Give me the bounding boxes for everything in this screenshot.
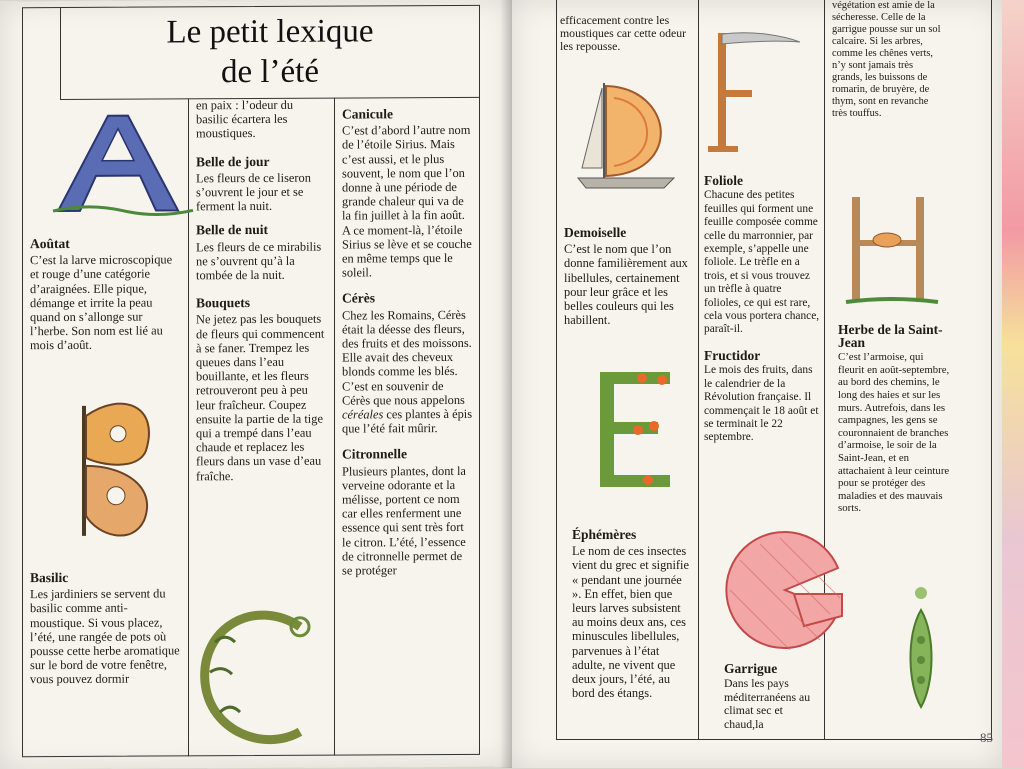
page-number: 85: [980, 730, 993, 745]
page-title: [60, 11, 480, 93]
entry-term: Fructidor: [704, 347, 761, 363]
entry-term: Garrigue: [724, 661, 778, 676]
right-column-1: [560, 14, 688, 53]
entry-definition: C’est l’armoise, qui fleurit en août-septembre, au bord des chemins, le long des haies et sur les murs. Autrefois, dans les campagnes, les gens se couronnaient de branches d’armoise, le soir de la Saint-Jean, et en attachaient à leur ceinture pour se protéger des maladies et des mauvais sorts.: [838, 351, 950, 515]
entry-definition: Chez les Romains, Cérès était la déesse des fleurs, des fruits et des moissons. Elle avait des cheveux blonds comme les blés. C’est en souvenir de Cérès que nous appelons céréales ces plantes à épis que l’été fait mûrir.: [342, 307, 473, 436]
entry-term: Bouquets: [196, 295, 251, 311]
entry-definition: C’est d’abord l’autre nom de l’étoile Sirius. Mais c’est aussi, et le plus souvent, le nom que l’on donne à une période de grande chaleur qui va de la fin juillet à la fin août. A ce moment-là, l’étoile Sirius se lève et se couche en même temps que le soleil.: [342, 123, 472, 280]
right-page: [512, 0, 1002, 768]
right-column-2: [704, 168, 820, 445]
left-column-2: [196, 98, 328, 484]
entry-term: Herbe de la Saint-Jean: [838, 322, 943, 350]
letter-h-plant-illustration: [842, 192, 942, 307]
letter-b-butterfly-illustration: [62, 395, 162, 546]
entry-term: Belle de jour: [196, 153, 270, 169]
entry-definition: Plusieurs plantes, dont la verveine odorante et la mélisse, portent ce nom car elles renferment une essence qui sent très fort le citron. L’été, l’essence de citronnelle permet de se protéger: [342, 463, 466, 578]
entry-term: Basilic: [30, 569, 69, 586]
entry-term: Demoiselle: [564, 225, 627, 240]
left-column-3: [342, 101, 474, 578]
entry-term: Éphémères: [572, 527, 637, 542]
entry-definition: Les fleurs de ce liseron s’ouvrent le jour et se ferment la nuit.: [196, 170, 311, 214]
letter-e-plant-illustration: [582, 362, 682, 492]
entry-definition: Ne jetez pas les bouquets de fleurs qui commencent à se faner. Trempez les queues dans l’eau bouillante, et les fleurs retrouveront peu à peu leur fraîcheur. Coupez ensuite la partie de la tige qui a trempé dans l’eau chaude et replacez les fleurs dans un vase d’eau fraîche.: [196, 312, 325, 483]
entry-term: Aoûtat: [30, 235, 70, 252]
entry-definition: Dans les pays méditerranéens au climat sec et chaud,la: [724, 676, 811, 731]
entry-definition: Chacune des petites feuilles qui forment une feuille composée comme celle du marronnier, par exemple, s’appelle une foliole. Le trèfle en a trois, et si vous trouvez un trèfle à quatre folioles, ce qui est rare, cela vous portera chance, paraît-il.: [704, 189, 820, 336]
left-column-1-lower: [30, 564, 180, 686]
entry-definition: Les fleurs de ce mirabilis ne s’ouvrent qu’à la tombée de la nuit.: [196, 239, 322, 283]
continuation-text: en paix : l’odeur du basilic écartera les moustiques.: [196, 97, 294, 141]
right-column-1-lower: [572, 522, 692, 700]
entry-term: Belle de nuit: [196, 222, 269, 238]
title-line-2: de l’été: [220, 53, 320, 91]
continuation-text: efficacement contre les moustiques car cette odeur les repousse.: [560, 13, 687, 53]
entry-definition: C’est le nom que l’on donne familièrement aux libellules, certainement pour leur grâce et les belles couleurs qui les habillent.: [564, 242, 688, 328]
letter-f-scythe-illustration: [704, 28, 804, 153]
entry-definition: Le nom de ces insectes vient du grec et signifie « pendant une journée ». En effet, bien que leurs larves subsistent au moins deux ans, ces minuscules libellules, parvenues à l’état adulte, ne vivent que deux jours, l’été, au bord des étangs.: [572, 544, 689, 701]
title-line-1: Le petit lexique: [166, 13, 374, 51]
continuation-text: végétation est amie de la sécheresse. Celle de la garrigue pousse sur un sol calcaire. Si les arbres, comme les chênes verts, n’y sont jamais très grands, les buissons de romarin, de bruyère, de thym, sont en revanche très touffus.: [832, 0, 941, 119]
entry-definition: Le mois des fruits, dans le calendrier de la Révolution française. Il commençait le 18 août et se terminait le 22 septembre.: [704, 364, 819, 444]
right-column-3: [832, 0, 944, 120]
letter-c-vine-illustration: [185, 602, 325, 753]
entry-term: Canicule: [342, 106, 394, 122]
letter-g-pie-illustration: [720, 530, 850, 650]
letter-a-illustration: [48, 110, 198, 221]
entry-term: Foliole: [704, 173, 743, 188]
entry-term: Cérès: [342, 290, 375, 306]
letter-i-peapod-illustration: [906, 585, 936, 710]
entry-term: Citronnelle: [342, 446, 407, 463]
entry-definition: C’est la larve microscopique et rouge d’une catégorie d’araignées. Elle pique, démange et irrite la peau quand on s’allonge sur l’herbe. Son nom est lié au mois d’août.: [30, 252, 173, 353]
left-column-1: [30, 230, 182, 352]
entry-definition: Les jardiniers se servent du basilic comme anti-moustique. Si vous placez, l’été, une rangée de pots où pousse cette herbe aromatique sur le bord de votre fenêtre, vous pouvez dormir: [30, 586, 180, 687]
letter-d-sailboat-illustration: [574, 78, 684, 193]
right-column-3-entries: [838, 318, 950, 515]
right-column-1-entries: [564, 220, 692, 327]
right-column-2-lower: [724, 656, 822, 731]
